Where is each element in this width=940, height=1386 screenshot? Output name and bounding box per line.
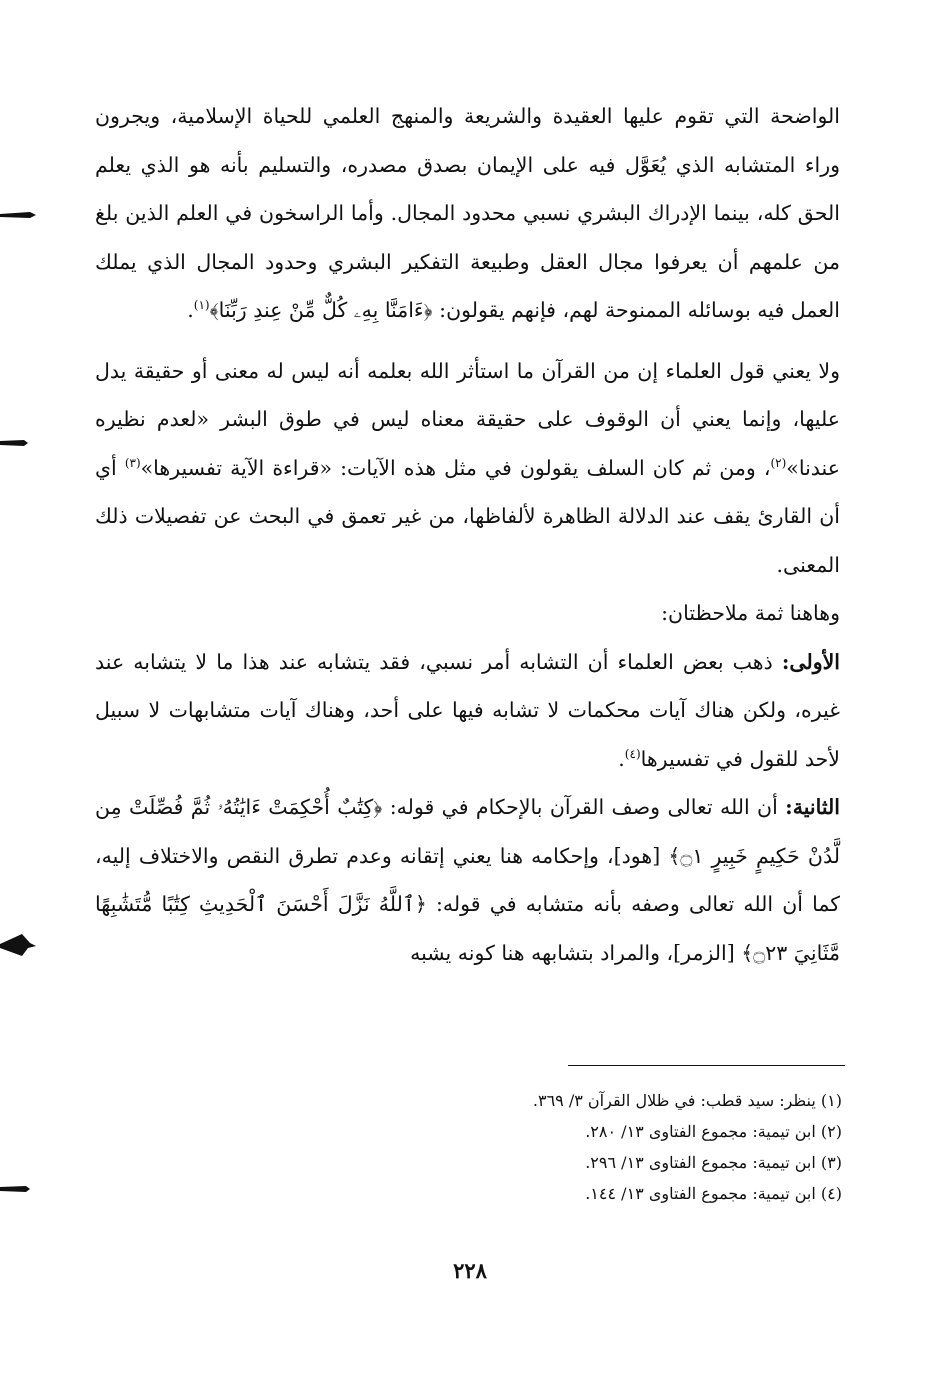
paragraph-2: ولا يعني قول العلماء إن من القرآن ما استأثر الله بعلمه أنه ليس له معنى أو حقيقة يدل عليها، وإنما يعني أن الوقوف على حقيقة معناه ليس في طوق البشر «لعدم نظيره عندنا»$^{(٢)}$، ومن ثم كان السلف يقولون في مثل هذه الآيات: «قراءة الآية تفسيرها»$^{(٣)}$ أي أن القارئ يقف عند الدلالة الظاهرة لألفاظها، من غير تعمق في البحث عن تفصيلات ذلك المعنى.	[95, 358, 840, 577]
lead-first: الأولى:	[781, 649, 840, 674]
paragraph-5: الثانية: أن الله تعالى وصف القرآن بالإحكام في قوله: ﴿كِتَٰبٌ أُحْكِمَتْ ءَايَٰتُهُۥ ثُمَّ فُصِّلَتْ مِن لَّدُنْ حَكِيمٍ خَبِيرٍ ۝١﴾ [هود]، وإحكامه هنا يعني إتقانه وعدم تطرق النقص والاختلاف إليه، كما أن الله تعالى وصفه بأنه متشابه في قوله: ﴿ٱللَّهُ نَزَّلَ أَحْسَنَ ٱلْحَدِيثِ كِتَٰبًا مُّتَشَٰبِهًا مَّثَانِيَ ۝٢٣﴾ [الزمر]، والمراد بتشابهه هنا كونه يشبه	[95, 795, 840, 965]
lead-second: الثانية:	[785, 795, 840, 819]
scan-edge-mark	[0, 428, 36, 458]
footnote-3: (٣) ابن تيمية: مجموع الفتاوى ١٣/ ٢٩٦.	[585, 1153, 842, 1172]
body-text	[95, 92, 840, 977]
scan-edge-mark	[0, 200, 36, 230]
footnote-ref-4[interactable]: (٤)	[624, 746, 641, 761]
footnote-4: (٤) ابن تيمية: مجموع الفتاوى ١٣/ ١٤٤.	[585, 1184, 842, 1203]
scan-edge-mark	[0, 930, 36, 960]
paragraph-3: وهاهنا ثمة ملاحظتان:	[661, 601, 840, 625]
footnotes	[380, 1085, 842, 1209]
footnote-ref-3[interactable]: (٣)	[124, 455, 141, 470]
page-number: ٢٢٨	[453, 1258, 487, 1283]
footnote-1: (١) ينظر: سيد قطب: في ظلال القرآن ٣/ ٣٦٩.	[532, 1091, 842, 1110]
paragraph-1: الواضحة التي تقوم عليها العقيدة والشريعة والمنهج العلمي للحياة الإسلامية، ويجرون وراء المتشابه الذي يُعَوَّل فيه على الإيمان بصدق مصدره، والتسليم بأنه هو الذي يعلم الحق كله، بينما الإدراك البشري نسبي محدود المجال. وأما الراسخون في العلم الذين بلغ من علمهم أن يعرفوا مجال العقل وطبيعة التفكير البشري وحدود المجال الذي يملك العمل فيه بوسائله الممنوحة لهم، فإنهم يقولون: ﴿ءَامَنَّا بِهِۦ كُلٌّ مِّنْ عِندِ رَبِّنَا﴾$^{(١)}$.	[95, 104, 840, 322]
footnote-ref-1[interactable]: (١)	[193, 298, 210, 313]
footnote-2: (٢) ابن تيمية: مجموع الفتاوى ١٣/ ٢٨٠.	[585, 1122, 842, 1141]
footnote-separator	[568, 1065, 845, 1066]
paragraph-4: الأولى: ذهب بعض العلماء أن التشابه أمر نسبي، فقد يتشابه عند هذا ما لا يتشابه عند غيره، ولكن هناك آيات محكمات لا تشابه فيها على أحد، وهناك آيات متشابهات لا سبيل لأحد للقول في تفسيرها$^{(٤)}$.	[95, 649, 840, 771]
scan-edge-mark	[0, 1174, 36, 1204]
footnote-ref-2[interactable]: (٢)	[770, 455, 787, 470]
